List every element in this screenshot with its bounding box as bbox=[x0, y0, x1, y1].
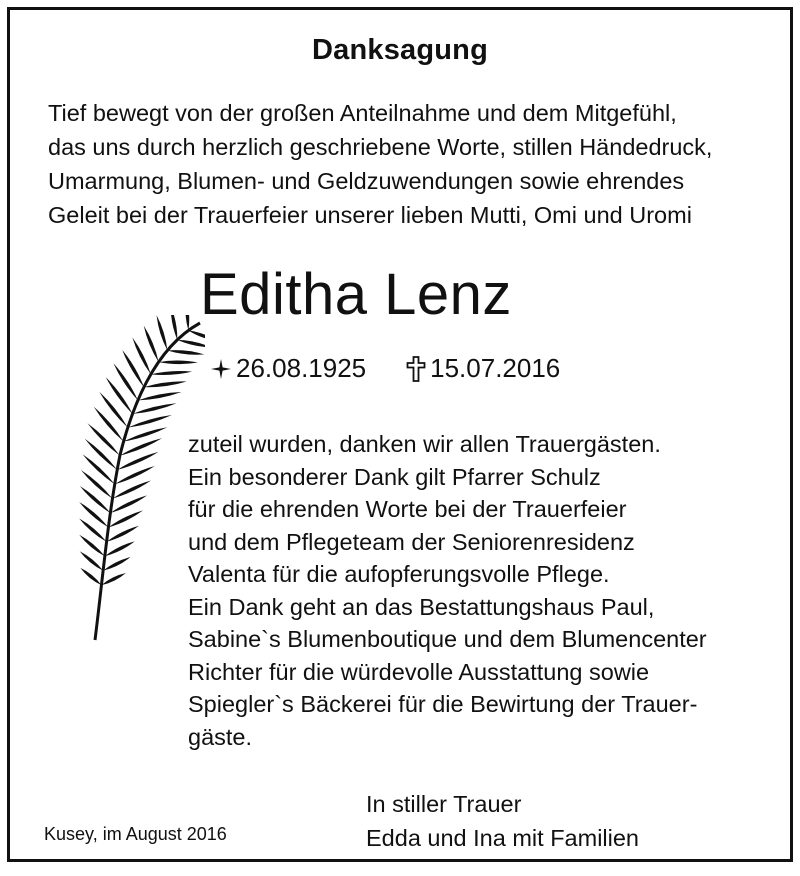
palm-leaflet bbox=[151, 369, 193, 376]
palm-leaflet bbox=[119, 436, 162, 458]
notice-heading: Danksagung bbox=[311, 34, 489, 66]
palm-leaflet bbox=[138, 390, 182, 403]
birth-date: 26.08.1925 bbox=[236, 353, 367, 383]
obituary-notice bbox=[7, 7, 793, 862]
palm-leaflet bbox=[104, 539, 135, 558]
palm-leaflet bbox=[114, 464, 155, 486]
palm-leaflet bbox=[93, 405, 125, 443]
signature-block: In stiller Trauer Edda und Ina mit Familien bbox=[366, 791, 640, 851]
body-text: zuteil wurden, danken wir allen Trauergästen. Ein besonderer Dank gilt Pfarrer Schulz für die ehrenden Worte bei der Trauerfeier und dem Pflegeteam der Seniorenresidenz Valenta für die aufopferungsvolle Pflege. Ein Dank geht an das Bestattungshaus Paul, Sabine`s Blumenboutique und dem Blumencenter Richter für die würdevolle Ausstattung sowie Spiegler`s Bäckerei für die Bewirtung der Trauer- gäste. bbox=[188, 431, 707, 750]
palm-leaflet bbox=[105, 376, 134, 415]
palm-leaflet bbox=[110, 493, 148, 515]
palm-leaflet bbox=[84, 437, 118, 471]
palm-leaflet bbox=[170, 315, 179, 340]
palm-leaflet bbox=[117, 450, 159, 472]
palm-leaflet bbox=[80, 566, 103, 587]
palm-leaflet bbox=[98, 390, 129, 429]
palm-leaflet bbox=[144, 379, 187, 389]
palm-leaflet bbox=[106, 524, 140, 544]
palm-leaflet bbox=[101, 571, 127, 587]
palm-leaflet bbox=[78, 500, 109, 529]
palm-leaflet bbox=[79, 484, 111, 514]
deceased-name: Editha Lenz bbox=[200, 262, 512, 327]
palm-leaflet bbox=[80, 468, 113, 500]
palm-leaflet bbox=[177, 339, 205, 349]
birth-date-item bbox=[210, 353, 366, 384]
palm-leaflet bbox=[123, 425, 168, 444]
palm-leaflet bbox=[167, 349, 204, 355]
palm-leaflet bbox=[112, 478, 152, 500]
palm-leaflet bbox=[127, 413, 172, 430]
death-date-item bbox=[406, 353, 560, 384]
palm-leaflet bbox=[78, 517, 107, 544]
palm-leaflet bbox=[155, 315, 168, 351]
palm-leaflet bbox=[112, 362, 139, 402]
star-icon bbox=[210, 358, 232, 380]
palm-leaflet bbox=[143, 325, 160, 363]
palm-leaflet bbox=[102, 555, 130, 573]
palm-branch-icon bbox=[40, 315, 205, 645]
palm-leaflet bbox=[159, 360, 198, 364]
palm-leaflet bbox=[87, 422, 121, 457]
palm-leaflet bbox=[82, 453, 116, 486]
life-dates bbox=[210, 353, 560, 384]
death-date: 15.07.2016 bbox=[430, 353, 561, 383]
cross-icon bbox=[406, 356, 426, 382]
palm-leaflet bbox=[132, 401, 177, 416]
intro-text: Tief bewegt von der großen Anteilnahme und dem Mitgefühl, das uns durch herzlich geschriebene Worte, stillen Händedruck, Umarmung, Blumen- und Geldzuwendungen sowie ehrendes Geleit bei der Trauerfeier unserer lieben Mutti, Omi und Uromi bbox=[48, 100, 713, 228]
place-and-date: Kusey, im August 2016 bbox=[44, 824, 227, 844]
palm-leaflet bbox=[188, 329, 205, 342]
